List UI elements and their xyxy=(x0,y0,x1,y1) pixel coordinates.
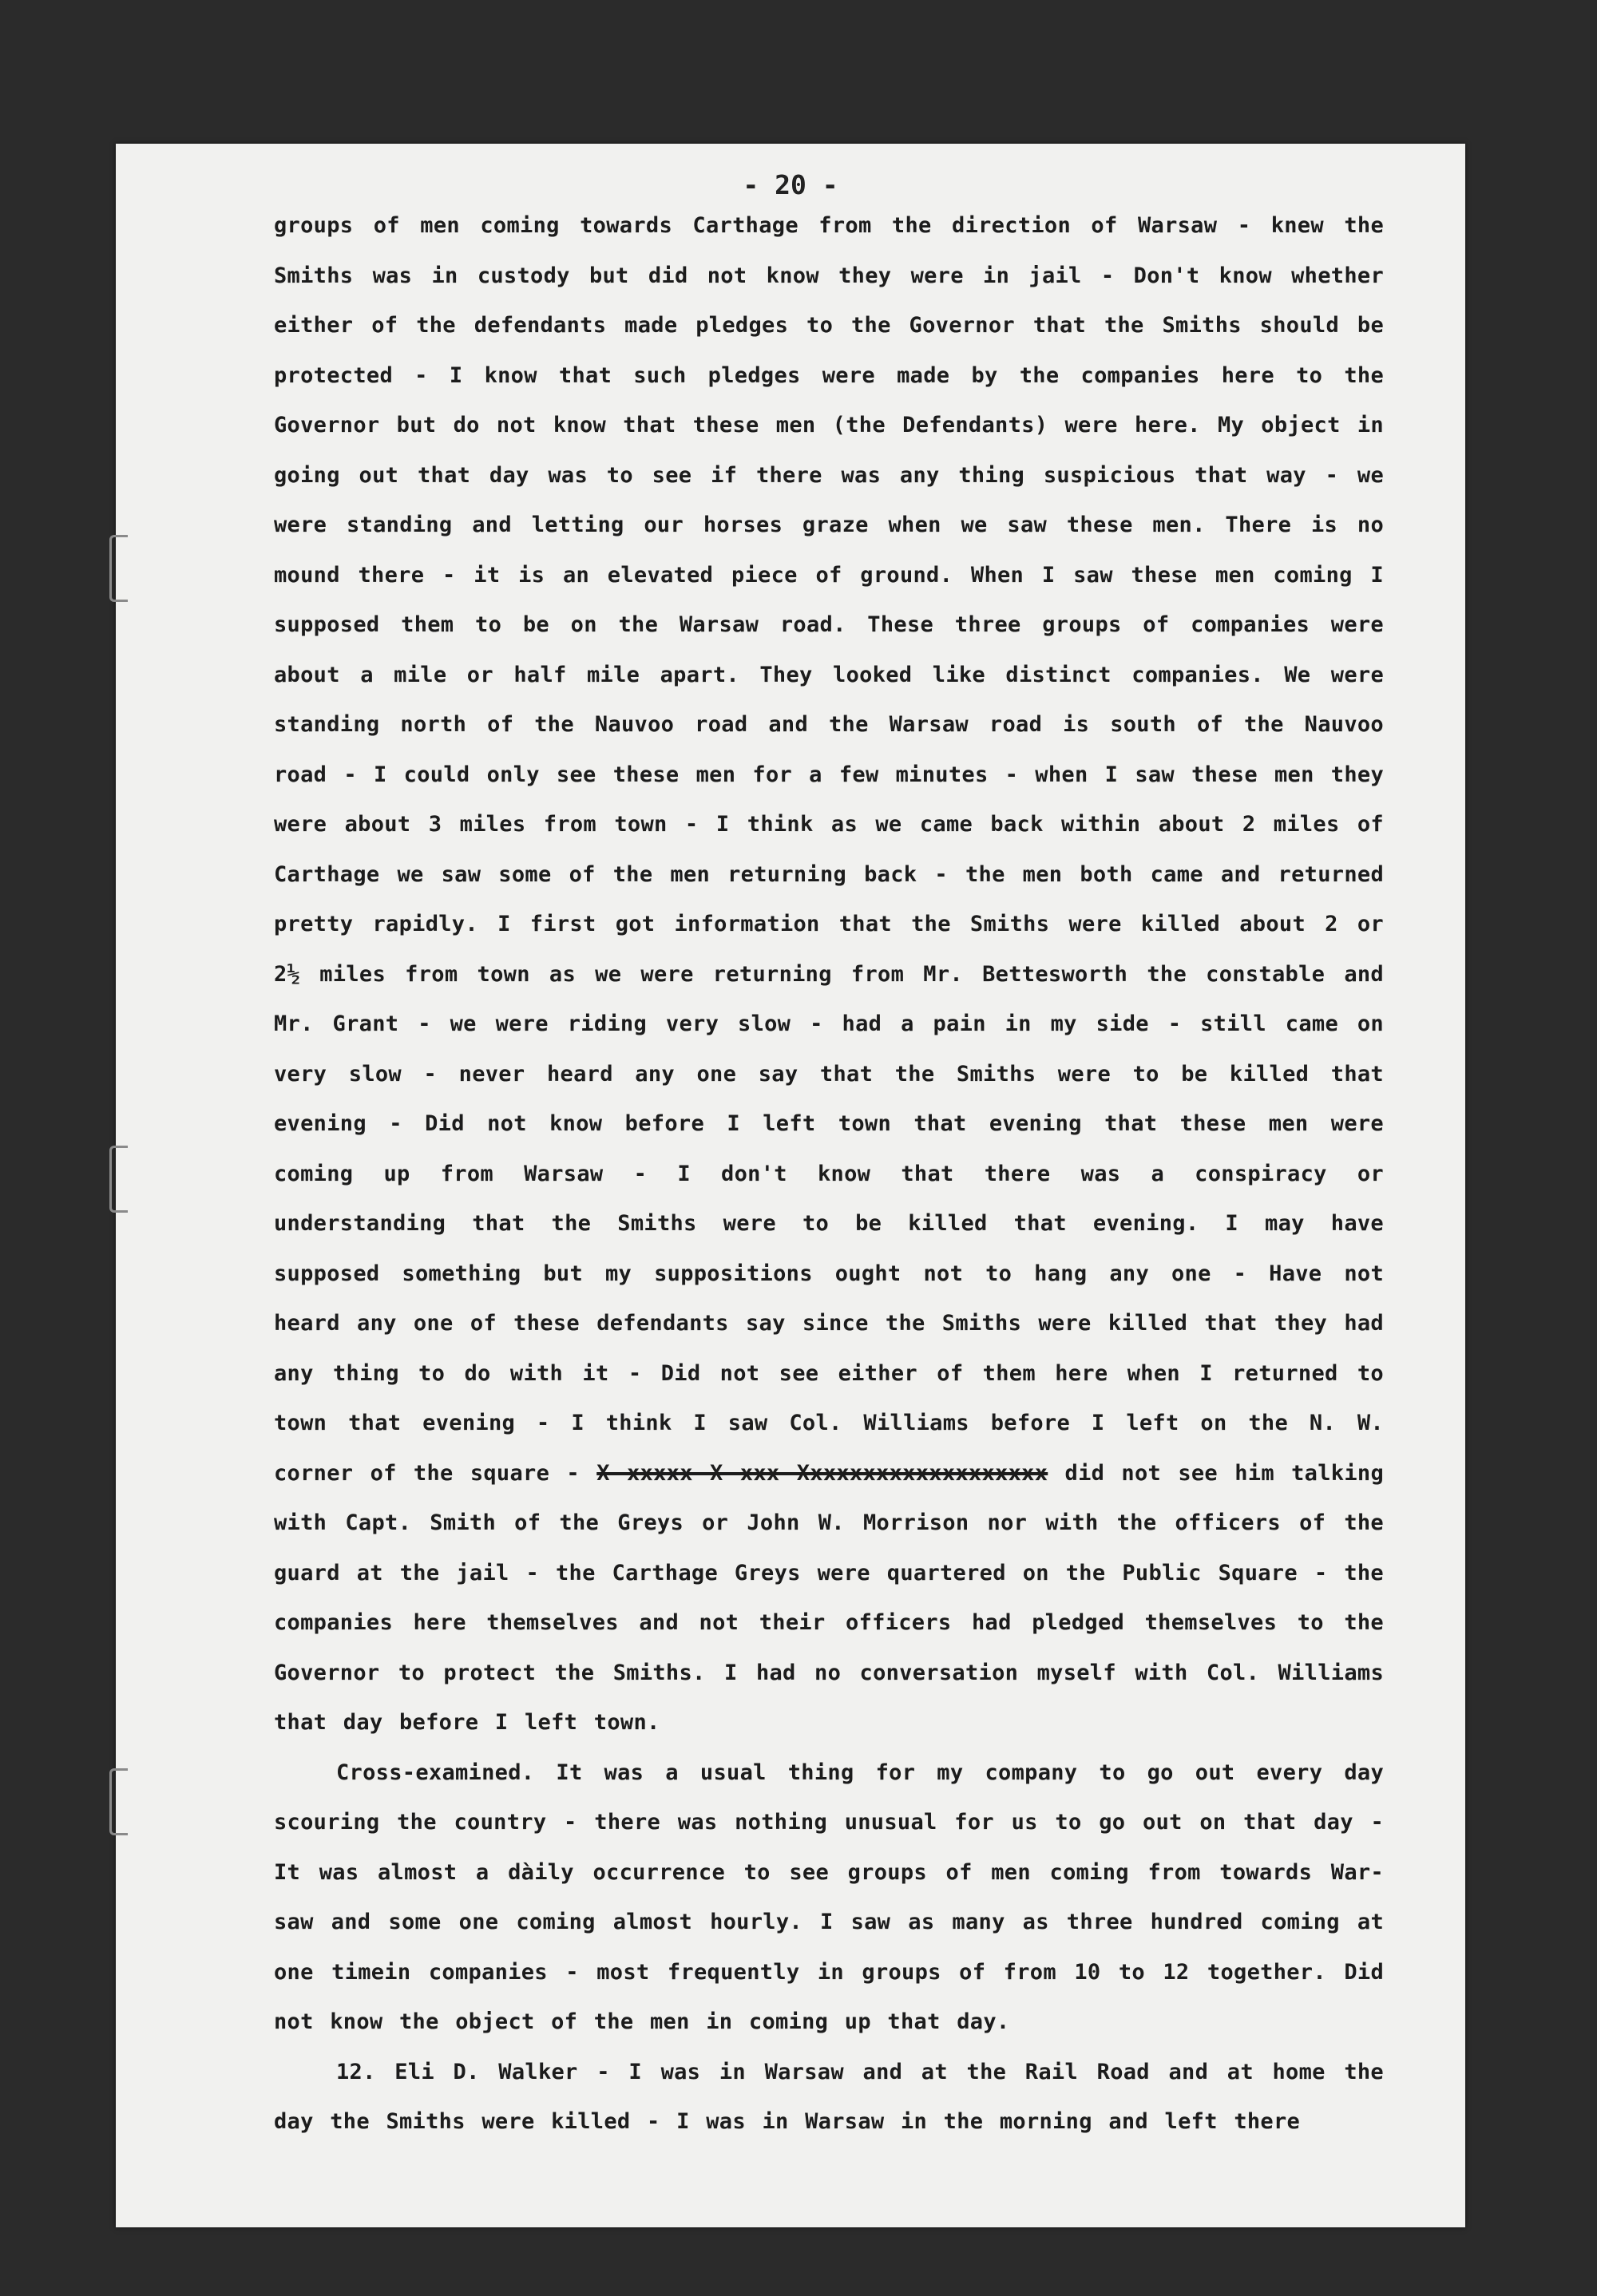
testimony-text xyxy=(274,201,1384,2148)
paragraph-text: did not see him talking with Capt. Smith of the Greys or John W. Morrison nor with the officers of the guard at the jail - the Carthage Greys were quartered on the Public Square - the companies here themselves and not their officers had pledged themselves to the Governor to protect the Smiths. I had no conversation myself with Col. Williams that day before I left town. xyxy=(274,1460,1385,1735)
binder-hole-mark xyxy=(109,1768,128,1835)
binder-hole-mark xyxy=(109,1146,128,1213)
paragraph-text: groups of men coming towards Carthage from the direction of Warsaw - knew the Smiths was in custody but did not know they were in jail - Don't know whether either of the defendants made pledges to the Governor that the Smiths should be protected - I know that such pledges were made by the companies here to the Governor but do not know that these men (the Defendants) were here. My object in going out that day was to see if there was any thing suspicious that way - we were standing and letting our horses graze when we saw these men. There is no mound there - it is an elevated piece of ground. When I saw these men coming I supposed them to be on the Warsaw road. These three groups of companies were about a mile or half mile apart. They looked like distinct companies. We were standing north of the Nauvoo road and the Warsaw road is south of the Nauvoo road - I could only see these men for a few minutes - when I saw these men they were about 3 miles from town - I think as we came back within about 2 miles of Carthage we saw some of the men returning back - the men both came and returned pretty rapidly. I first got information that the Smiths were killed about 2 or 2½ miles from town as we were returning from Mr. Bettesworth the constable and Mr. Grant - we were riding very slow - had a pain in my side - still came on very slow - never heard any one say that the Smiths were to be killed that evening - Did not know before I left town that evening that these men were coming up from Warsaw - I don't know that there was a conspiracy or understanding that the Smiths were to be killed that evening. I may have supposed something but my suppositions ought not to hang any one - Have not heard any one of these defendants say since the Smiths were killed that they had any thing to do with it - Did not see either of them here when I returned to town that evening - I think I saw Col. Williams before I left on the N. W. corner of the square - xyxy=(274,213,1384,1486)
testimony-paragraph xyxy=(274,201,1384,1748)
document-page xyxy=(116,144,1465,2227)
struck-out-text: X xxxxx X xxx Xxxxxxxxxxxxxxxxxxx xyxy=(596,1460,1048,1486)
cross-examination-paragraph: Cross-examined. It was a usual thing for my company to go out every day scouring the country - there was nothing unusual for us to go out on that day - It was almost a dàily occurrence to see groups of men coming from towards War- saw and some one coming almost hourly. I saw as many as three hundred coming at one timein companies - most frequently in groups of from 10 to 12 together. Did not know the object of the men in coming up that day. xyxy=(274,1760,1384,2034)
binder-hole-mark xyxy=(109,535,128,602)
page-number: - 20 - xyxy=(743,169,838,200)
witness-paragraph: 12. Eli D. Walker - I was in Warsaw and at the Rail Road and at home the day the Smiths were killed - I was in Warsaw in the morning and left there xyxy=(274,2059,1384,2134)
